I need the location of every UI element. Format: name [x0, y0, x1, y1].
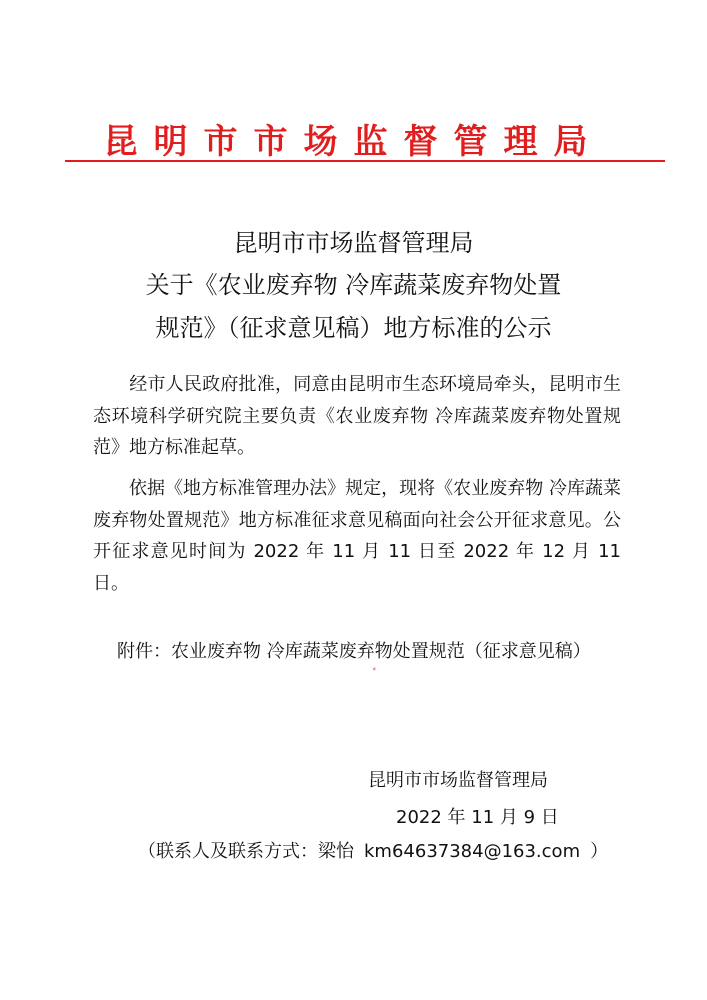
title-line-3: 规范》（征求意见稿）地方标准的公示	[155, 314, 552, 342]
contact-close: ）	[590, 841, 609, 862]
title-line-2: 关于《农业废弃物 冷库蔬菜废弃物处置	[145, 271, 562, 299]
paragraph-2-text: 依据《地方标准管理办法》规定，现将《农业废弃物 冷库蔬菜废弃物处置规范》地方标准征求意见稿面向社会公开征求意见。公开征求意见时间为 2022 年 11 月 11 日至 2022 年 12 月 11 日。	[93, 478, 621, 594]
letterhead-org-name: 昆明市市场监督管理局	[103, 122, 604, 162]
attachment-link[interactable]: 附件：农业废弃物 冷库蔬菜废弃物处置规范（征求意见稿）	[117, 641, 591, 662]
signature-date: 2022 年 11 月 9 日	[396, 807, 559, 828]
attachment-line	[93, 636, 621, 668]
contact-email[interactable]: km64637384@163.com	[364, 841, 581, 862]
body-paragraph-2	[93, 473, 621, 599]
title-line-1: 昆明市市场监督管理局	[233, 229, 474, 257]
paragraph-1-text: 经市人民政府批准，同意由昆明市生态环境局牵头，昆明市生态环境科学研究院主要负责《农业废弃物 冷库蔬菜废弃物处置规范》地方标准起草。	[93, 374, 621, 458]
signature-org: 昆明市市场监督管理局	[368, 770, 548, 791]
body-paragraph-1	[93, 369, 621, 464]
stray-mark-icon: ⸗	[373, 664, 376, 673]
contact-label: （联系人及联系方式：梁怡	[138, 841, 354, 862]
contact-info	[138, 839, 608, 865]
letterhead-red-rule	[65, 160, 665, 162]
